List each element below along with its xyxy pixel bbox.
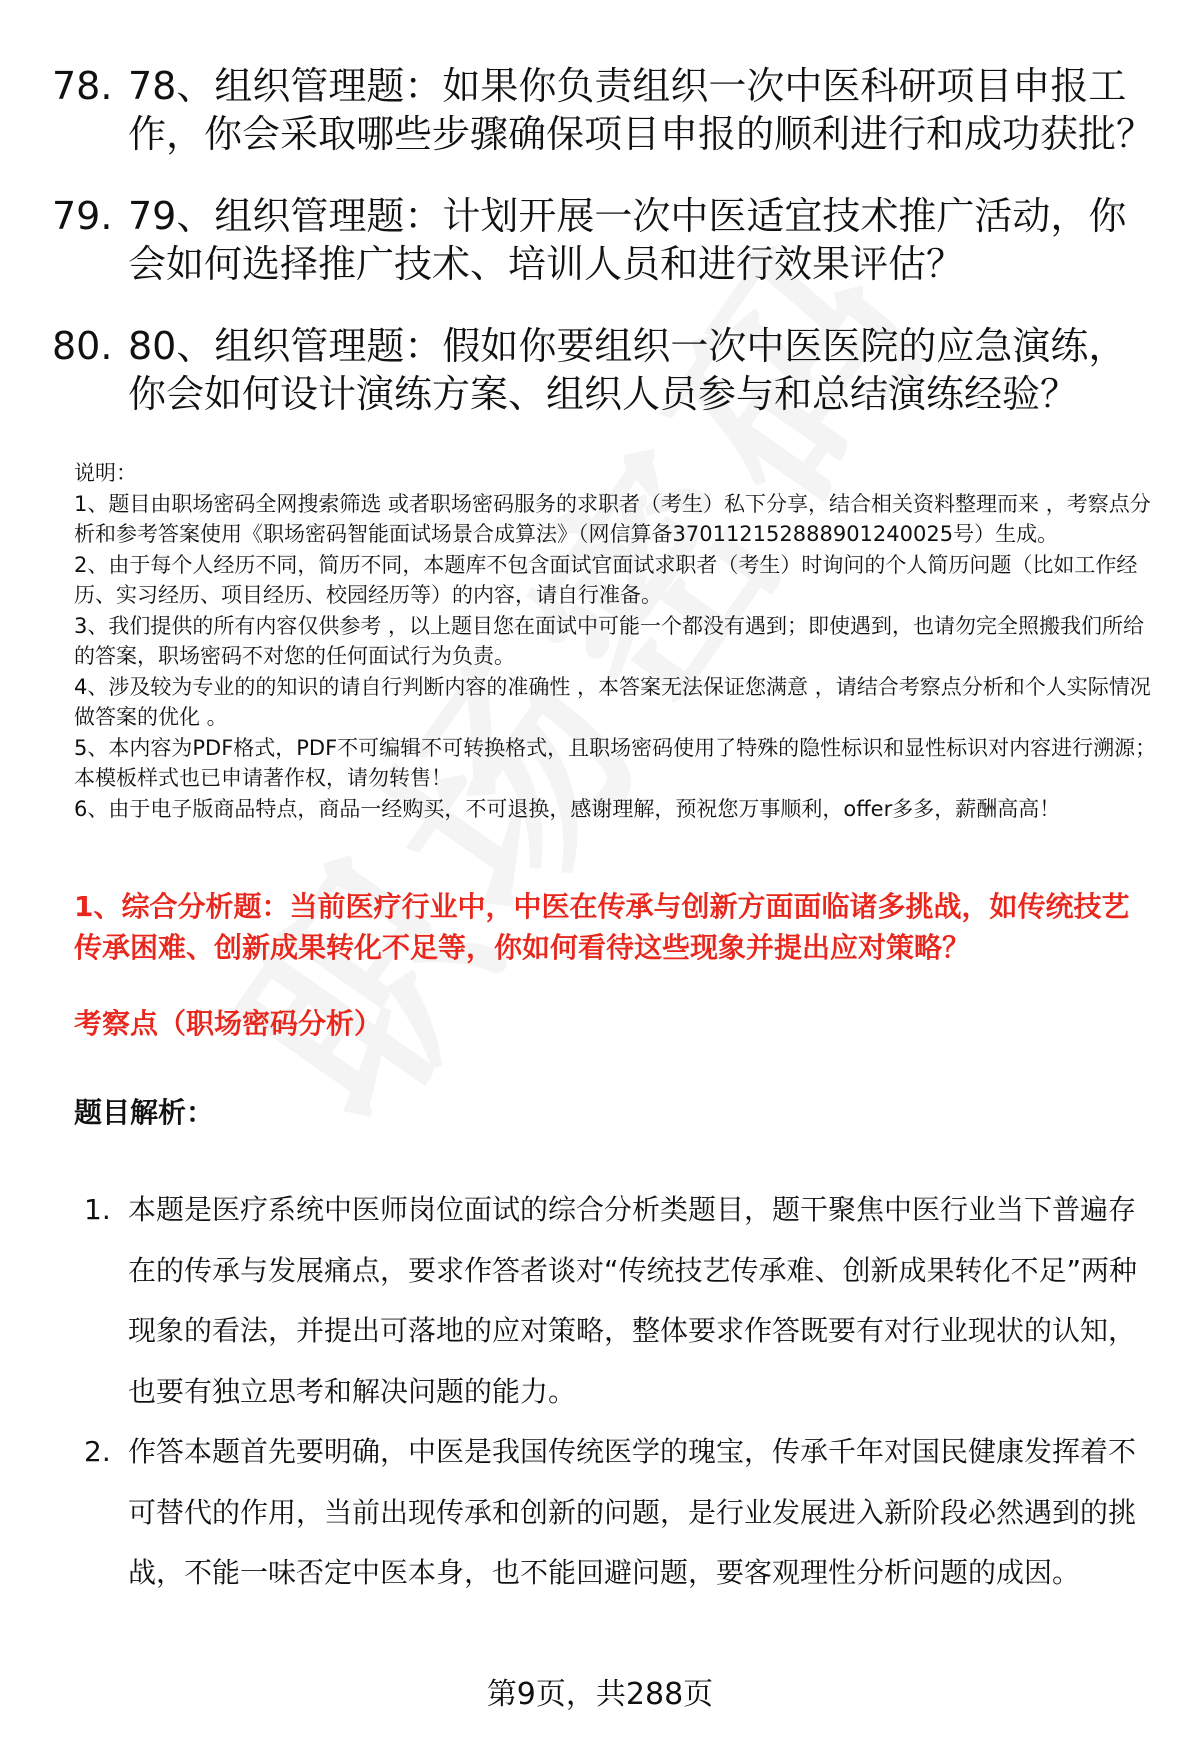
question-text: 78、组织管理题：如果你负责组织一次中医科研项目申报工作，你会采取哪些步骤确保项目申报的顺利进行和成功获批？	[128, 64, 1155, 156]
analysis-title: 题目解析：	[74, 1096, 215, 1129]
main-question-heading: 1、综合分析题：当前医疗行业中，中医在传承与创新方面面临诸多挑战，如传统技艺传承困难、创新成果转化不足等，你如何看待这些现象并提出应对策略？	[74, 890, 1130, 964]
analysis-list	[84, 1180, 1154, 1604]
analysis-text: 本题是医疗系统中医师岗位面试的综合分析类题目，题干聚焦中医行业当下普遍存在的传承与发展痛点，要求作答者谈对“传统技艺传承难、创新成果转化不足”两种现象的看法，并提出可落地的应对策略，整体要求作答既要有对行业现状的认知，也要有独立思考和解决问题的能力。	[128, 1193, 1138, 1408]
analysis-item	[84, 1180, 1154, 1422]
question-number: 78.	[52, 64, 113, 108]
note-item: 6、由于电子版商品特点，商品一经购买，不可退换，感谢理解，预祝您万事顺利，offer多多，薪酬高高！	[74, 796, 1061, 821]
note-item: 4、涉及较为专业的的知识的请自行判断内容的准确性 ，本答案无法保证您满意 ，请结合考察点分析和个人实际情况做答案的优化 。	[74, 674, 1151, 729]
page-footer: 第9页，共288页	[486, 1677, 714, 1712]
notes-title: 说明：	[74, 461, 137, 485]
note-item: 2、由于每个人经历不同，简历不同，本题库不包含面试官面试求职者（考生）时询问的个人简历问题（比如工作经历、实习经历、项目经历、校园经历等）的内容，请自行准备。	[74, 552, 1138, 607]
analysis-number: 1.	[84, 1193, 111, 1226]
question-number: 80.	[52, 324, 113, 368]
question-item	[52, 322, 1162, 418]
note-item: 5、本内容为PDF格式，PDF不可编辑不可转换格式，且职场密码使用了特殊的隐性标识和显性标识对内容进行溯源；本模板样式也已申请著作权，请勿转售！	[74, 735, 1157, 790]
analysis-item	[84, 1422, 1154, 1604]
notes-section	[74, 458, 1159, 824]
question-item	[52, 192, 1162, 288]
question-item	[52, 62, 1162, 158]
kaocha-label: 考察点（职场密码分析）	[74, 1007, 383, 1040]
note-item: 3、我们提供的所有内容仅供参考 ，以上题目您在面试中可能一个都没有遇到；即使遇到，也请勿完全照搬我们所给的答案，职场密码不对您的任何面试行为负责。	[74, 613, 1145, 668]
question-text: 79、组织管理题：计划开展一次中医适宜技术推广活动，你会如何选择推广技术、培训人员和进行效果评估？	[128, 194, 1127, 286]
question-number: 79.	[52, 194, 113, 238]
analysis-number: 2.	[84, 1435, 111, 1468]
question-text: 80、组织管理题：假如你要组织一次中医医院的应急演练，你会如何设计演练方案、组织人员参与和总结演练经验？	[128, 324, 1127, 416]
note-item: 1、题目由职场密码全网搜索筛选 或者职场密码服务的求职者（考生）私下分享，结合相关资料整理而来 ，考察点分析和参考答案使用《职场密码智能面试场景合成算法》（网信算备370112152888901240025号）生成。	[74, 491, 1151, 546]
analysis-text: 作答本题首先要明确，中医是我国传统医学的瑰宝，传承千年对国民健康发挥着不可替代的作用，当前出现传承和创新的问题，是行业发展进入新阶段必然遇到的挑战，不能一味否定中医本身，也不能回避问题，要客观理性分析问题的成因。	[128, 1435, 1137, 1589]
question-list	[52, 62, 1162, 452]
